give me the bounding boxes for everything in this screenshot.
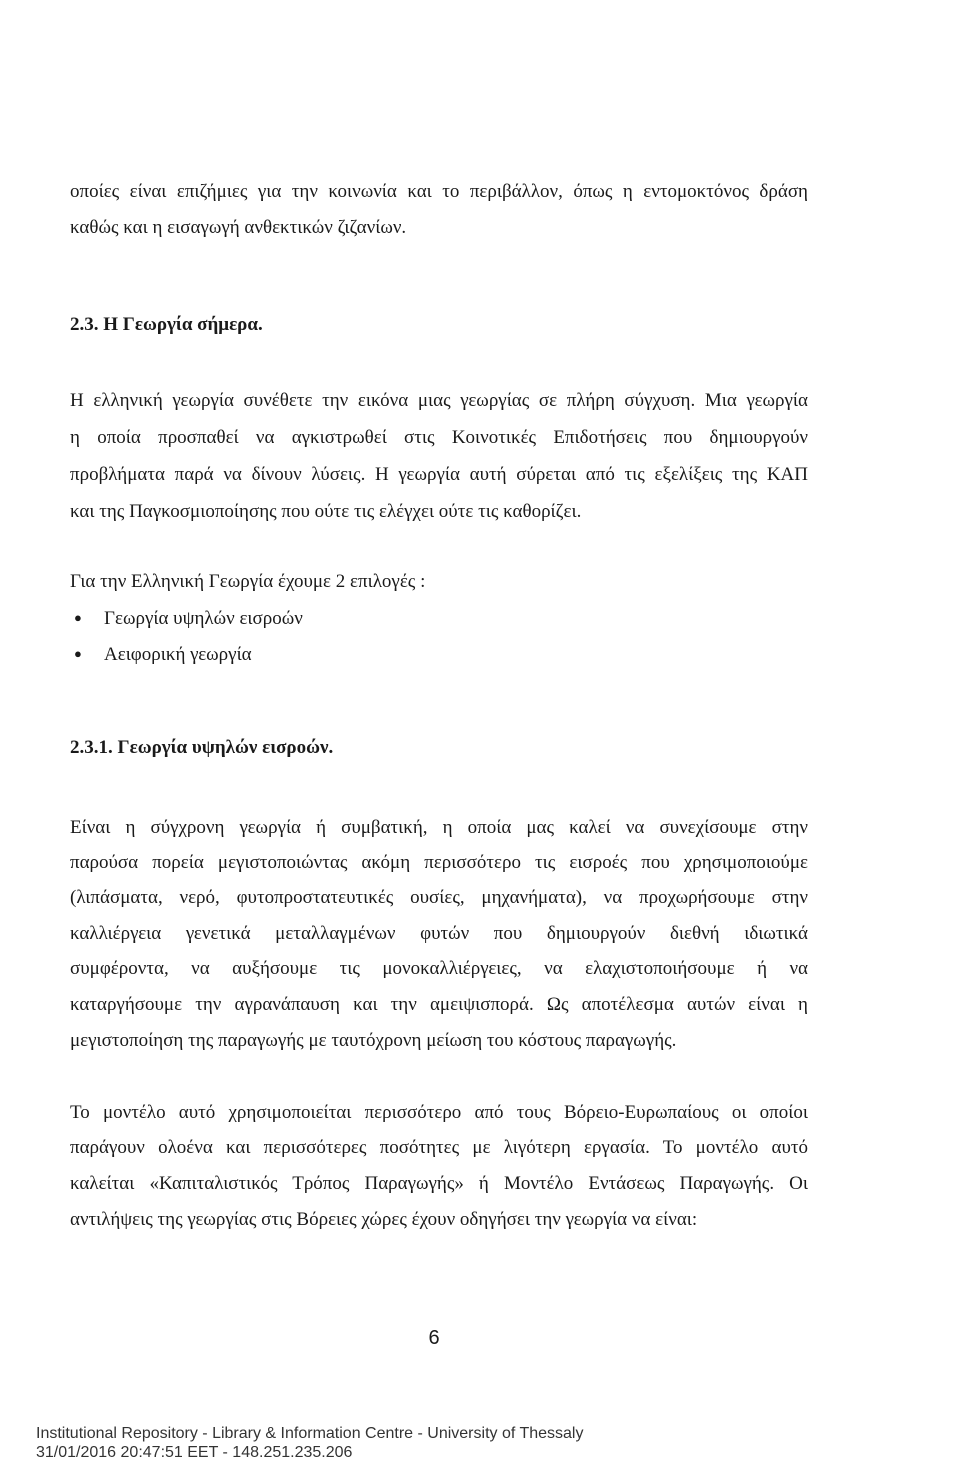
text-line: παράγουν ολοένα και περισσότερες ποσότητες με λιγότερη εργασία. Το μοντέλο αυτό: [70, 1137, 808, 1158]
text-line: η οποία προσπαθεί να αγκιστρωθεί στις Κοινοτικές Επιδοτήσεις που δημιουργούν: [70, 427, 808, 448]
text-line: παρούσα πορεία μεγιστοποιώντας ακόμη περισσότερο τις εισροές που χρησιμοποιούμε: [70, 852, 808, 873]
text-line: καταργήσουμε την αγρανάπαυση και την αμειψισπορά. Ως αποτέλεσμα αυτών είναι η: [70, 994, 808, 1015]
text-line: καλλιέργεια γενετικά μεταλλαγμένων φυτών που δημιουργούν διεθνή ιδιωτικά: [70, 923, 808, 944]
list-item-label: Αειφορική γεωργία: [104, 644, 252, 665]
text-line: προβλήματα παρά να δίνουν λύσεις. Η γεωργία αυτή σύρεται από τις εξελίξεις της ΚΑΠ: [70, 464, 808, 485]
list-item: [74, 606, 303, 631]
list-item: [74, 642, 252, 667]
text-line: Είναι η σύγχρονη γεωργία ή συμβατική, η οποία μας καλεί να συνεχίσουμε στην: [70, 817, 808, 838]
text-line: αντιλήψεις της γεωργίας στις Βόρειες χώρες έχουν οδηγήσει την γεωργία να είναι:: [70, 1209, 698, 1230]
footer-timestamp: 31/01/2016 20:47:51 EET - 148.251.235.206: [36, 1444, 353, 1461]
options-intro: Για την Ελληνική Γεωργία έχουμε 2 επιλογές :: [70, 571, 426, 592]
page-number: 6: [428, 1327, 440, 1349]
section-heading-2-3-1: 2.3.1. Γεωργία υψηλών εισροών.: [70, 737, 334, 758]
list-item-label: Γεωργία υψηλών εισροών: [104, 608, 303, 629]
text-line: οποίες είναι επιζήμιες για την κοινωνία και το περιβάλλον, όπως η εντομοκτόνος δράση: [70, 181, 808, 202]
bullet-icon: ●: [74, 610, 82, 625]
bullet-icon: ●: [74, 646, 82, 661]
text-line: μεγιστοποίηση της παραγωγής με ταυτόχρονη μείωση του κόστους παραγωγής.: [70, 1030, 677, 1051]
text-line: Η ελληνική γεωργία συνέθετε την εικόνα μιας γεωργίας σε πλήρη σύγχυση. Μια γεωργία: [70, 390, 808, 411]
text-line: συμφέροντα, να αυξήσουμε τις μονοκαλλιέργειες, να ελαχιστοποιήσουμε ή να: [70, 958, 808, 979]
text-line: (λιπάσματα, νερό, φυτοπροστατευτικές ουσίες, μηχανήματα), να προχωρήσουμε στην: [70, 887, 808, 908]
text-line: καθώς και η εισαγωγή ανθεκτικών ζιζανίων.: [70, 217, 407, 238]
section-heading-2-3: 2.3. Η Γεωργία σήμερα.: [70, 314, 263, 335]
text-line: και της Παγκοσμιοποίησης που ούτε τις ελέγχει ούτε τις καθορίζει.: [70, 501, 582, 522]
footer-repository: Institutional Repository - Library & Information Centre - University of Thessaly: [36, 1425, 584, 1442]
text-line: Το μοντέλο αυτό χρησιμοποιείται περισσότερο από τους Βόρειο-Ευρωπαίους οι οποίοι: [70, 1102, 808, 1123]
text-line: καλείται «Καπιταλιστικός Τρόπος Παραγωγής» ή Μοντέλο Εντάσεως Παραγωγής. Οι: [70, 1173, 808, 1194]
